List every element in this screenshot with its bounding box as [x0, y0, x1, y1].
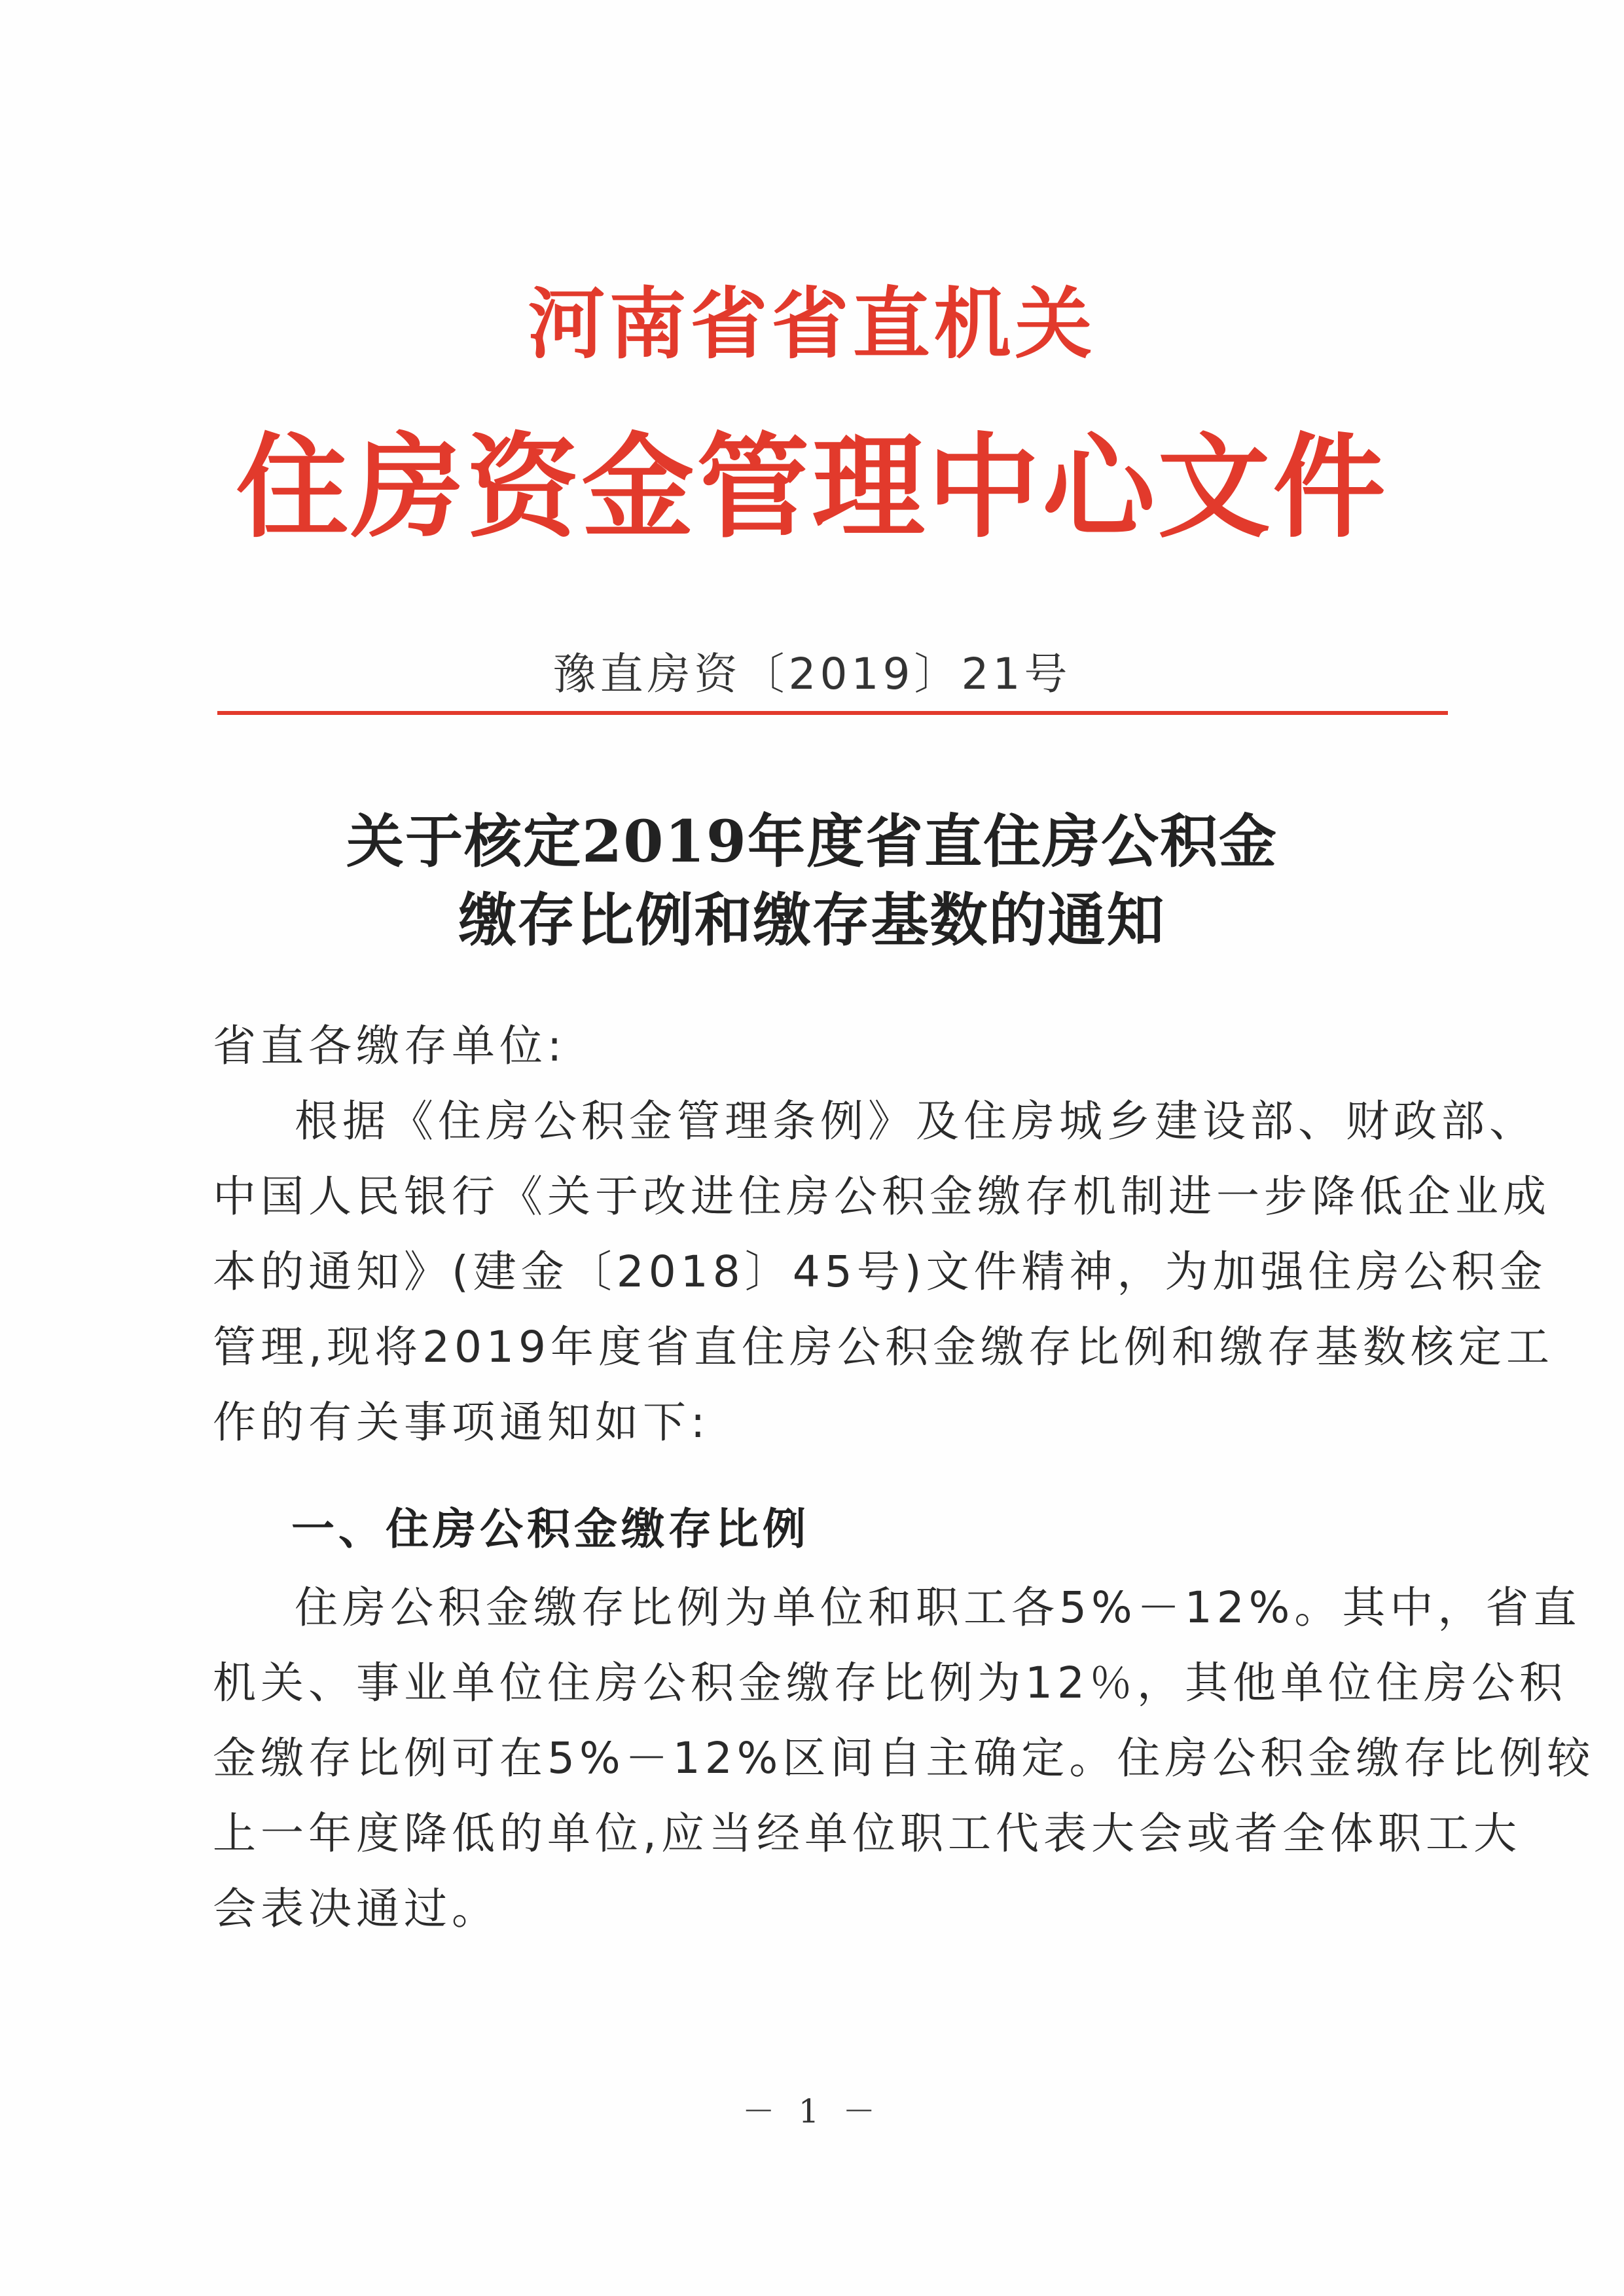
paragraph1-line: 管理,现将2019年度省直住房公积金缴存比例和缴存基数核定工 — [213, 1322, 1554, 1372]
paragraph2-line: 会表决通过。 — [213, 1884, 499, 1934]
paragraph2-line: 上一年度降低的单位,应当经单位职工代表大会或者全体职工大 — [213, 1808, 1521, 1859]
document-number: 豫直房资〔2019〕21号 — [552, 649, 1072, 699]
paragraph2-line: 机关、事业单位住房公积金缴存比例为12％，其他单位住房公积 — [213, 1658, 1567, 1708]
issuing-org-line1: 河南省省直机关 — [528, 279, 1096, 369]
paragraph1-line: 根据《住房公积金管理条例》及住房城乡建设部、财政部、 — [295, 1096, 1537, 1146]
red-divider-rule — [217, 711, 1448, 715]
issuing-org-line2: 住房资金管理中心文件 — [236, 422, 1388, 553]
paragraph1-line: 中国人民银行《关于改进住房公积金缴存机制进一步降低企业成 — [213, 1171, 1551, 1222]
paragraph1-line: 作的有关事项通知如下: — [213, 1397, 710, 1448]
salutation: 省直各缴存单位: — [213, 1021, 567, 1071]
page-number: － 1 － — [742, 2092, 882, 2130]
section-heading: 一、住房公积金缴存比例 — [291, 1504, 810, 1554]
paragraph2-line: 金缴存比例可在5%－12%区间自主确定。住房公积金缴存比例较 — [213, 1733, 1595, 1783]
document-title-line1: 关于核定2019年度省直住房公积金 — [346, 807, 1278, 875]
paragraph2-line: 住房公积金缴存比例为单位和职工各5%－12%。其中，省直 — [295, 1582, 1581, 1633]
document-title-line2: 缴存比例和缴存基数的通知 — [458, 886, 1166, 954]
paragraph1-line: 本的通知》(建金〔2018〕45号)文件精神，为加强住房公积金 — [213, 1247, 1547, 1297]
